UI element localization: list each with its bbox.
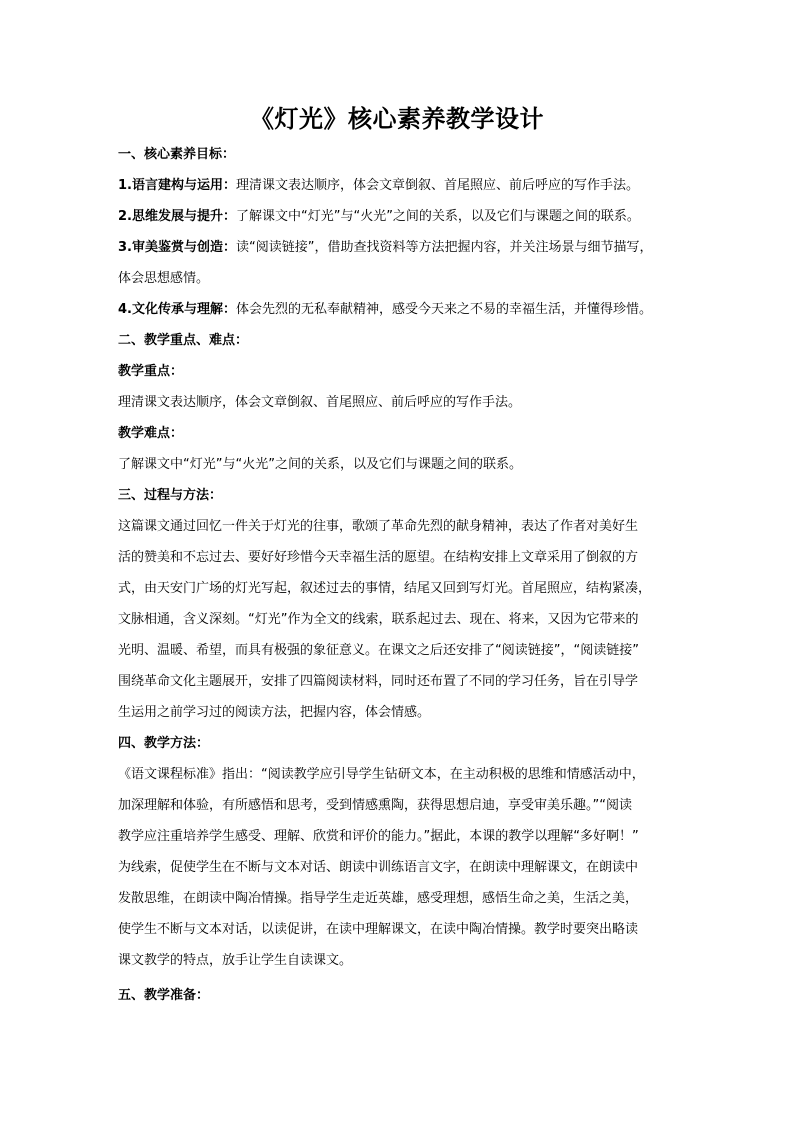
section4-line: 教学应注重培养学生感受、理解、欣赏和评价的能力。”据此，本课的教学以理解“多好啊！” <box>118 829 639 844</box>
section3-line: 光明、温暖、希望，而具有极强的象征意义。在课文之后还安排了“阅读链接”，“阅读链接” <box>118 643 639 658</box>
goal-item-3-cont: 体会思想感情。 <box>118 271 210 286</box>
goal-item-4 <box>118 300 688 320</box>
section4-heading: 四、教学方法： <box>118 736 210 751</box>
goal-text-4: 体会先烈的无私奉献精神，感受今天来之不易的幸福生活，并懂得珍惜。 <box>235 302 652 317</box>
goal-label-4: 4.文化传承与理解： <box>118 302 236 317</box>
section3-line: 活的赞美和不忘过去、要好好珍惜今天幸福生活的愿望。在结构安排上文章采用了倒叙的方 <box>118 550 639 565</box>
goal-item-2 <box>118 207 688 227</box>
section3-heading: 三、过程与方法： <box>118 488 223 503</box>
goal-label-3: 3.审美鉴赏与创造： <box>118 240 236 255</box>
goal-text-3: 读“阅读链接”，借助查找资料等方法把握内容，并关注场景与细节描写， <box>235 240 653 255</box>
key-point-text: 理清课文表达顺序，体会文章倒叙、首尾照应、前后呼应的写作手法。 <box>118 395 522 410</box>
difficult-point-label: 教学难点： <box>118 426 184 441</box>
section3-line: 式，由天安门广场的灯光写起，叙述过去的事情，结尾又回到写灯光。首尾照应，结构紧凑， <box>118 581 652 596</box>
difficult-point-text: 了解课文中“灯光”与“火光”之间的关系，以及它们与课题之间的联系。 <box>118 457 522 472</box>
goal-item-1 <box>118 176 688 196</box>
goal-label-2: 2.思维发展与提升： <box>118 209 236 224</box>
section3-line: 文脉相通，含义深刻。“灯光”作为全文的线索，联系起过去、现在、将来，又因为它带来的 <box>118 612 639 627</box>
section4-line: 课文教学的特点，放手让学生自读课文。 <box>118 953 353 968</box>
goal-label-1: 1.语言建构与运用： <box>118 178 236 193</box>
section3-line: 生运用之前学习过的阅读方法，把握内容，体会情感。 <box>118 705 431 720</box>
section5-heading: 五、教学准备： <box>118 988 210 1003</box>
section3-line: 围绕革命文化主题展开，安排了四篇阅读材料，同时还布置了不同的学习任务，旨在引导学 <box>118 674 639 689</box>
section4-line: 发散思维，在朗读中陶冶情操。指导学生走近英雄，感受理想，感悟生命之美，生活之美， <box>118 891 639 906</box>
goal-item-3 <box>118 238 688 258</box>
section4-line: 为线索，促使学生在不断与文本对话、朗读中训练语言文字，在朗读中理解课文，在朗读中 <box>118 860 639 875</box>
goal-text-1: 理清课文表达顺序，体会文章倒叙、首尾照应、前后呼应的写作手法。 <box>235 178 639 193</box>
key-point-label: 教学重点： <box>118 364 184 379</box>
section4-line: 使学生不断与文本对话，以读促讲，在读中理解课文，在读中陶冶情操。教学时要突出略读 <box>118 922 639 937</box>
document-title: 《灯光》核心素养教学设计 <box>250 105 544 133</box>
section1-heading: 一、核心素养目标： <box>118 147 236 162</box>
goal-text-2: 了解课文中“灯光”与“火光”之间的关系，以及它们与课题之间的联系。 <box>235 209 640 224</box>
section2-heading: 二、教学重点、难点： <box>118 333 249 348</box>
section4-line: 加深理解和体验，有所感悟和思考，受到情感熏陶，获得思想启迪，享受审美乐趣。”“阅读 <box>118 798 632 813</box>
section4-line: 《语文课程标准》指出：“阅读教学应引导学生钻研文本，在主动积极的思维和情感活动中， <box>118 767 645 782</box>
section3-line: 这篇课文通过回忆一件关于灯光的往事，歌颂了革命先烈的献身精神，表达了作者对美好生 <box>118 519 639 534</box>
